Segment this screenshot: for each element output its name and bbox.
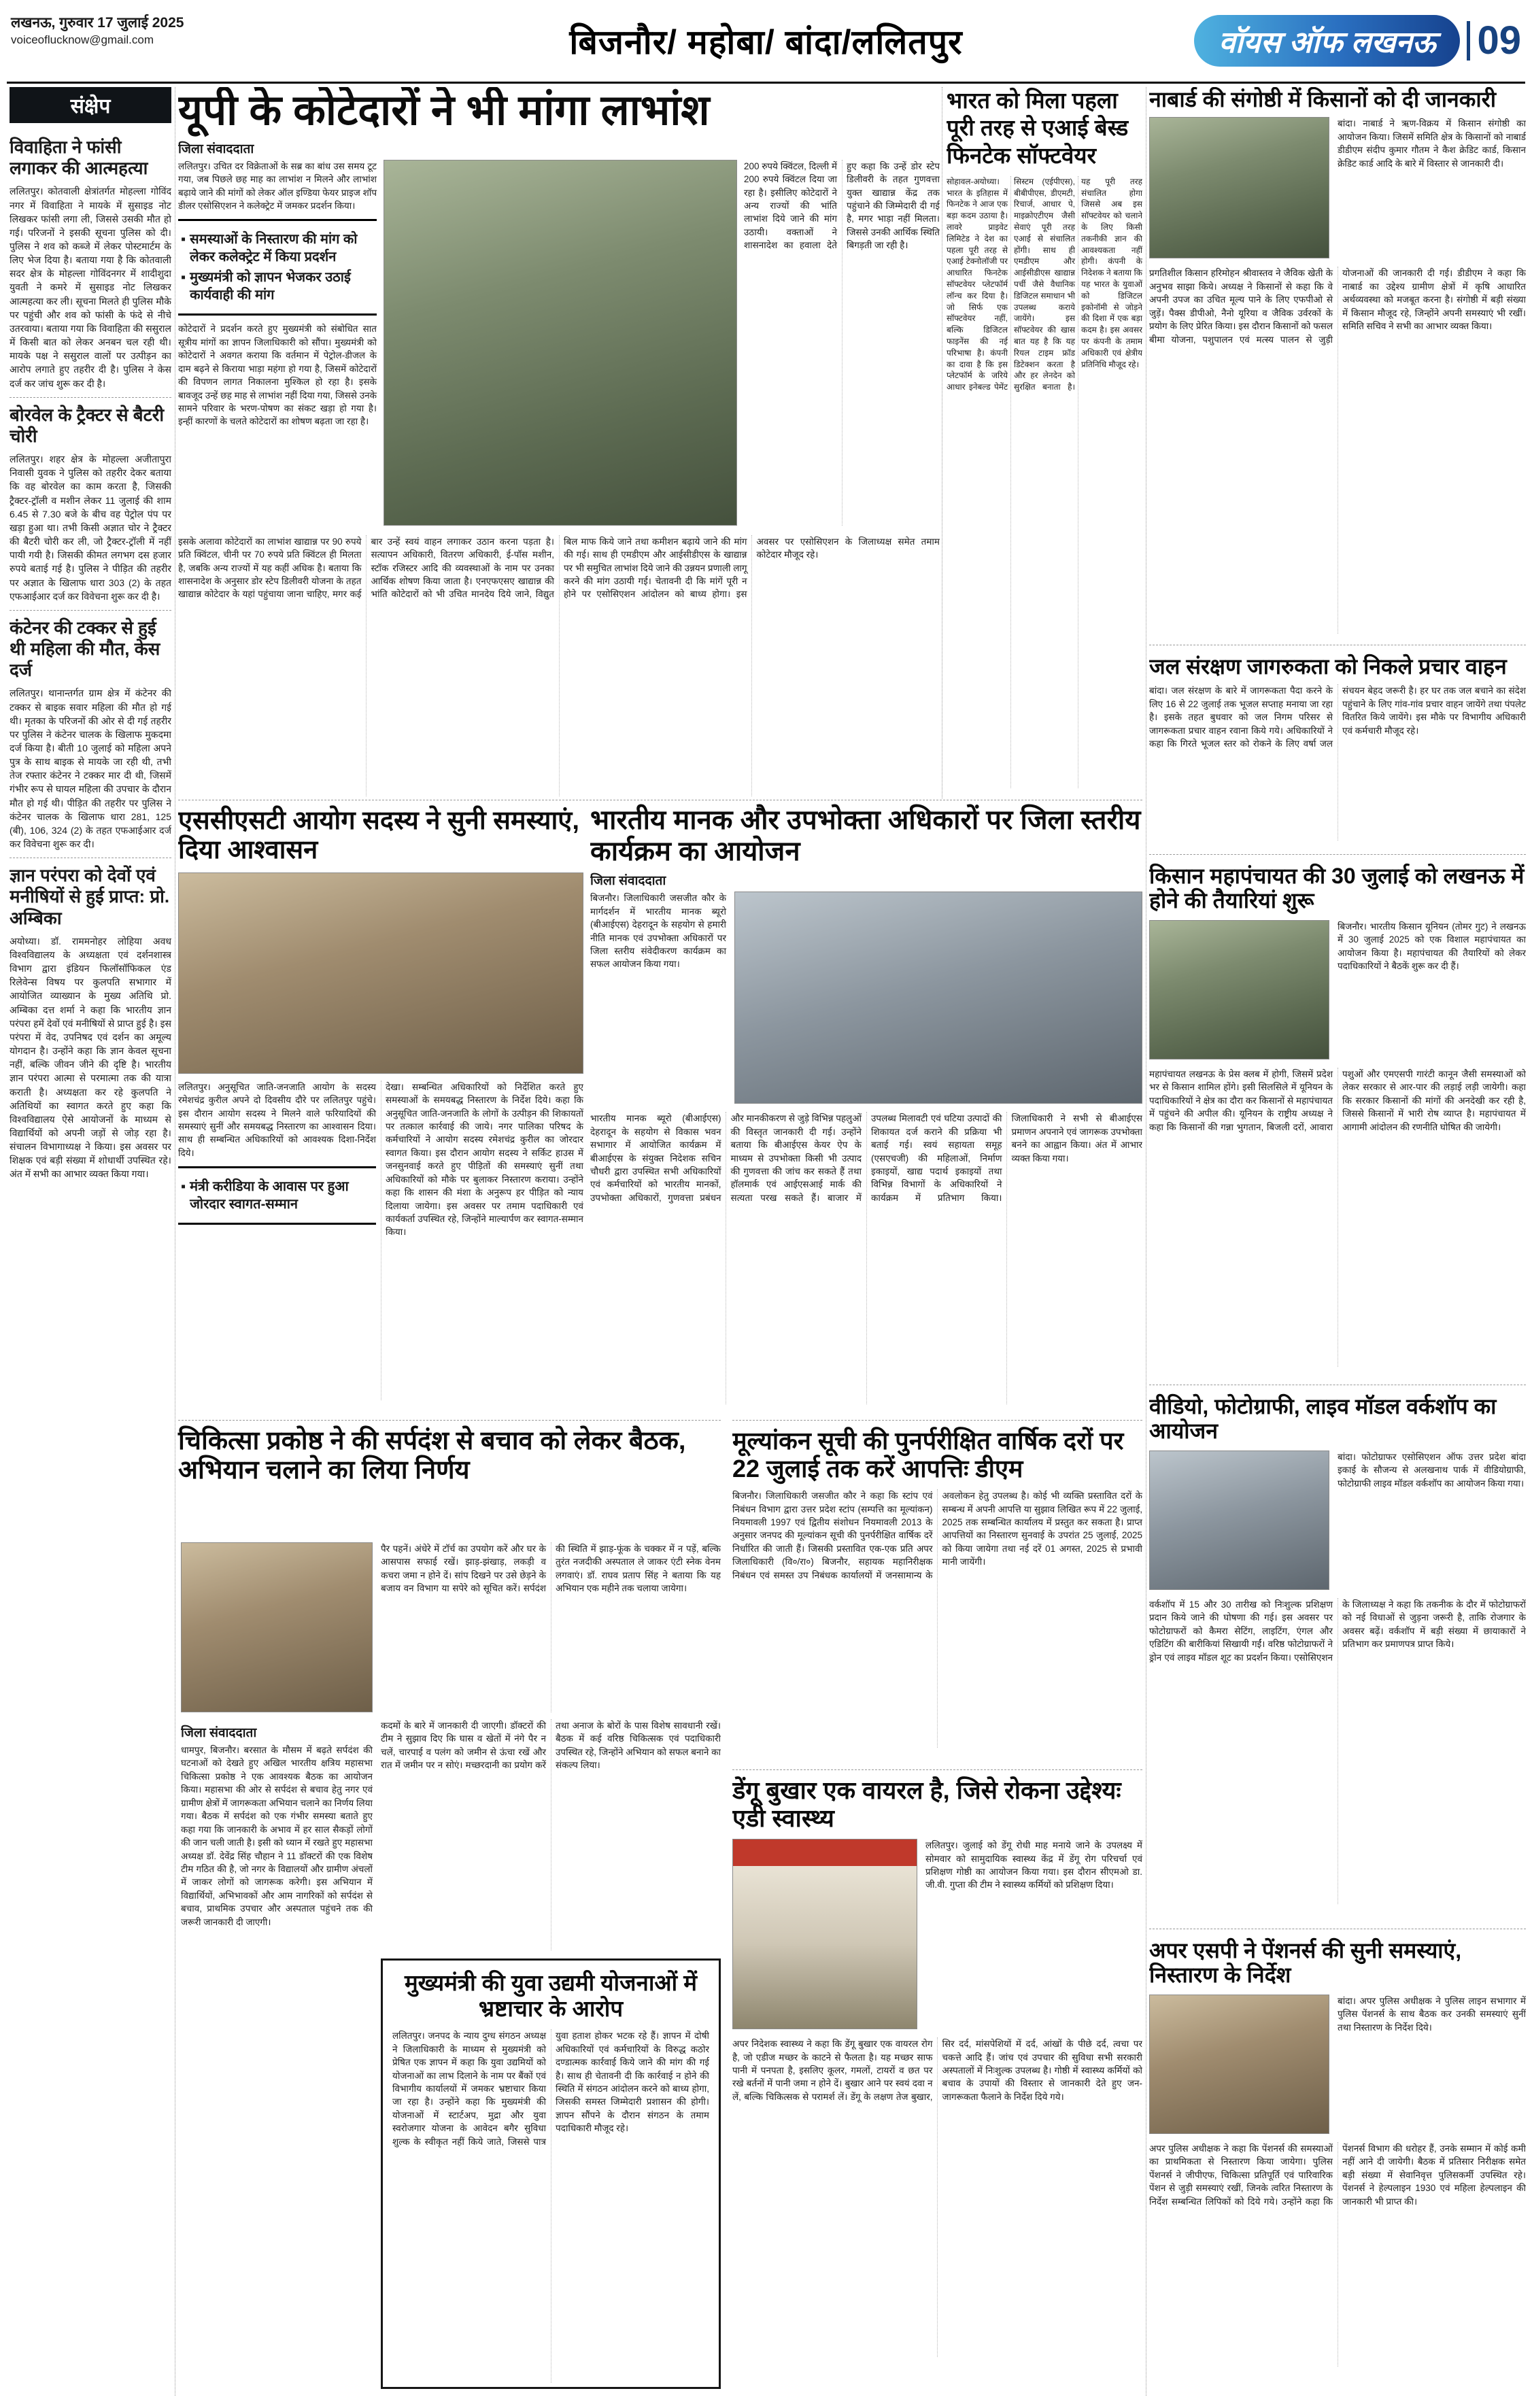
article-body: देखा। सम्बन्धित अधिकारियों को निर्देशित करते हुए समस्याओं के समयबद्ध निस्तारण के निर्देश दिये। कहा कि अनुसूचित जाति-जनजाति के लोगों के उत्पीड़न की शिकायतों पर तत्काल कार्रवाई की जाये। नगर पालिका परिषद के कर्मचारियों ने आयोग सदस्य रमेशचंद्र कुरील का जोरदार स्वागत किया। इस दौरान आयोग सदस्य ने सर्किट हाउस में जनसुनवाई करते हुए पीड़ितों की समस्याएं सुनीं तथा अधिकारियों को मौके पर बुलाकर निस्तारण कराया। उन्होंने कहा कि शासन की मंशा के अनुरूप हर पीड़ित को न्याय दिलाया जायेगा। इस अवसर पर तमाम पदाधिकारी एवं कार्यकर्ता उपस्थित रहे, जिन्होंने माल्यार्पण कर स्वागत-सम्मान किया।	[386, 1081, 583, 1238]
brief-headline: ज्ञान परंपरा को देवों एवं मनीषियों से हुई प्राप्त: प्रो. अम्बिका	[10, 865, 170, 928]
article-dengue	[732, 1776, 1142, 2389]
article-body: बांदा। जल संरक्षण के बारे में जागरूकता पैदा करने के लिए 16 से 22 जुलाई तक भूजल सप्ताह मनाया जा रहा है। इसके तहत बुधवार को जल निगम परिसर से जागरूकता प्रचार वाहन रवाना किये गये। अधिकारियों ने कहा कि गिरते भूजल स्तर को रोकने के लिए वर्षा जल संचयन बेहद जरूरी है। हर घर तक जल बचाने का संदेश पहुंचाने के लिए गांव-गांव प्रचार वाहन जायेंगे तथा पंपलेट वितरित किये जायेंगे। इस मौके पर विभागीय अधिकारी एवं कर्मचारी मौजूद रहे।	[1149, 685, 1526, 749]
article-top-row	[732, 1839, 1142, 2029]
article-body: महापंचायत लखनऊ के प्रेस क्लब में होगी, जिसमें प्रदेश भर से किसान शामिल होंगे। इसी सिलसिले में यूनियन के पदाधिकारियों ने क्षेत्र का दौरा कर किसानों से महापंचायत में पहुंचने की अपील की। यूनियन के राष्ट्रीय अध्यक्ष ने कहा कि किसानों की गन्ना भुगतान, बिजली दरों, आवारा पशुओं और एमएसपी गारंटी कानून जैसी समस्याओं को लेकर सरकार से आर-पार की लड़ाई लड़ी जायेगी। कहा कि सरकार किसानों की मांगों की अनदेखी कर रही है, जिससे किसानों में भारी रोष व्याप्त है। महापंचायत में आगामी आंदोलन की रणनीति घोषित की जायेगी।	[1149, 1068, 1526, 1132]
square-bullet-icon: ▪	[181, 270, 186, 286]
article-headline: भारत को मिला पहला पूरी तरह से एआई बेस्ड फिनटेक सॉफ्टवेयर	[947, 88, 1129, 168]
brief-item	[10, 858, 171, 1187]
article-headline: डेंगू बुखार एक वायरल है, जिसे रोकना उद्देश्यः एडी स्वास्थ्य	[732, 1776, 1121, 1833]
masthead-right	[1194, 15, 1521, 67]
square-bullet-icon: ▪	[181, 232, 186, 248]
article-chikitsa-right	[381, 1542, 721, 1712]
brief-headline: कंटेनर की टक्कर से हुई थी महिला की मौत, केस दर्ज	[10, 617, 160, 681]
sidebar-kicker: संक्षेप	[10, 87, 171, 123]
article-body: पैर पहनें। अंधेरे में टॉर्च का उपयोग करें और घर के आसपास सफाई रखें। झाड़-झंखाड़, लकड़ी व कचरा जमा न होने दें। सांप दिखने पर उसे छेड़ने के बजाय वन विभाग या सपेरे को सूचित करें। सर्पदंश की स्थिति में झाड़-फूंक के चक्कर में न पड़ें, बल्कि तुरंत नजदीकी अस्पताल ले जाकर एंटी स्नेक वेनम लगवाएं। डॉ. राघव प्रताप सिंह ने बताया कि यह अभियान एक महीने तक चलाया जायेगा।	[381, 1544, 721, 1594]
article-photo	[1149, 1451, 1329, 1590]
article-apar-sp	[1149, 1934, 1526, 2390]
article-mulyankan	[732, 1427, 1142, 1765]
article-kisan	[1149, 860, 1526, 1382]
article-headline: किसान महापंचायत की 30 जुलाई को लखनऊ में होने की तैयारियां शुरू	[1149, 864, 1525, 913]
article-headline: मुख्यमंत्री की युवा उद्यमी योजनाओं में भ्रष्टाचार के आरोप	[404, 1970, 698, 2021]
article-body: भारतीय मानक ब्यूरो (बीआईएस) देहरादून के सहयोग से विकास भवन सभागार में आयोजित कार्यक्रम में बीआईएस के संयुक्त निदेशक सचिन चौधरी द्वारा उपस्थित सभी अधिकारियों एवं कर्मचारियों को भारतीय मानकों, उपभोक्ता अधिकारों, गुणवत्ता प्रबंधन और मानकीकरण से जुड़े विभिन्न पहलुओं की विस्तृत जानकारी दी गई। उन्होंने बताया कि बीआईएस केयर ऐप के माध्यम से उपभोक्ता किसी भी उत्पाद की गुणवत्ता की जांच कर सकते हैं तथा हॉलमार्क एवं आईएसआई मार्क की सत्यता परख सकते हैं। बाजार में उपलब्ध मिलावटी एवं घटिया उत्पादों की शिकायत दर्ज कराने की प्रक्रिया भी बताई गई। स्वयं सहायता समूह (एसएचजी) की महिलाओं, निर्माण इकाइयों, खाद्य पदार्थ इकाइयों तथा विभिन्न विभागों के अधिकारियों ने कार्यक्रम में प्रतिभाग किया। जिलाधिकारी ने सभी से बीआईएस प्रमाणन अपनाने एवं जागरूक उपभोक्ता बनने का आह्वान किया। अंत में आभार व्यक्त किया गया।	[590, 1113, 1142, 1203]
article-headline: जल संरक्षण जागरुकता को निकले प्रचार वाहन	[1149, 654, 1507, 679]
section-divider	[732, 1420, 1142, 1421]
article-headline: भारतीय मानक और उपभोक्ता अधिकारों पर जिला स्तरीय कार्यक्रम का आयोजन	[590, 805, 1141, 866]
article-jal	[1149, 650, 1526, 851]
article-top-row	[178, 160, 940, 527]
article-body: कोटेदारों ने प्रदर्शन करते हुए मुख्यमंत्री को संबोधित सात सूत्रीय मांगों का ज्ञापन जिलाधिकारी को सौंपा। मुख्यमंत्री को कोटेदारों ने अवगत कराया कि वर्तमान में पेट्रोल-डीजल के दाम बढ़ने से किराया भाड़ा महंगा हो गया है, जिसमें कोटेदारों की विपणन लागत निकालना मुश्किल हो रहा है। इसके बावजूद उन्हें छह माह से लाभांश नहीं दिया गया, जिससे उनके सामने परिवार के भरण-पोषण का संकट खड़ा हो गया है। इन्हीं कारणों के चलते कोटेदारों का शोषण बढ़ता जा रहा है।	[178, 324, 377, 427]
section-divider	[732, 1769, 1142, 1770]
article-top-row	[1149, 1451, 1526, 1590]
region-line: बिजनौर/ महोबा/ बांदा/ललितपुर	[569, 23, 963, 61]
article-body: बिजनौर। जिलाधिकारी जसजीत कौर के मार्गदर्शन में भारतीय मानक ब्यूरो (बीआईएस) देहरादून के सहयोग से हमारी नीति मानक एवं उपभोक्ता अधिकारों पर जिला स्तरीय संवेदीकरण कार्यक्रम का सफल आयोजन किया गया।	[590, 893, 726, 970]
article-kotedar	[178, 87, 940, 797]
article-fintech	[947, 87, 1142, 797]
article-body: बांदा। नाबार्ड ने ऋण-विक्रय में किसान संगोष्ठी का आयोजन किया। जिसमें समिति क्षेत्र के किसानों को नाबार्ड डीडीएम संदीप कुमार गौतम ने कैश क्रेडिट कार्ड, किसान क्रेडिट कार्ड आदि के बारे में विस्तार से जानकारी दी।	[1338, 118, 1526, 169]
article-top-row	[590, 892, 1142, 1104]
brief-item	[10, 130, 171, 398]
article-body: इसके अलावा कोटेदारों का लाभांश खाद्यान्न पर 90 रुपये प्रति क्विंटल, चीनी पर 70 रुपये प्रति क्विंटल ही मिलता है, जबकि अन्य राज्यों में यह कहीं अधिक है। बताया कि शासनादेश के अनुसार डोर स्टेप डिलीवरी योजना के तहत खाद्यान्न कोटेदार के यहां पहुंचाया जाना चाहिए, मगर कई बार उन्हें स्वयं वाहन लगाकर उठान करना पड़ता है। सत्यापन अधिकारी, वितरण अधिकारी, ई-पॉस मशीन, स्टॉक रजिस्टर आदि की व्यवस्थाओं के नाम पर उनका आर्थिक शोषण किया जाता है। एनएफएसए खाद्यान्न की भांति कोटेदारों को भी उचित मानदेय दिये जाने, विद्युत बिल माफ किये जाने तथा कमीशन बढ़ाये जाने की मांग की गई। साथ ही एमडीएम और आईसीडीएस के खाद्यान्न पर भी समुचित लाभांश दिये जाने की उन्नयन प्रणाली लागू करने की मांग उठायी गई। चेतावनी दी कि मांगें पूरी न होने पर एसोसिएशन आंदोलन को बाध्य होगा। इस अवसर पर एसोसिएशन के जिलाध्यक्ष समेत तमाम कोटेदार मौजूद रहे।	[178, 536, 940, 600]
brief-body: ललितपुर। थानान्तर्गत ग्राम क्षेत्र में कंटेनर की टक्कर से बाइक सवार महिला की मौत हो गई थी। मृतका के परिजनों की ओर से दी गई तहरीर पर पुलिस ने कंटेनर चालक के खिलाफ मुकदमा दर्ज किया है। बीती 10 जुलाई को महिला अपने पुत्र के साथ बाइक से मायके जा रही थी, तभी तेज रफ्तार कंटेनर ने टक्कर मार दी थी, जिसमें गंभीर रूप से घायल महिला की उपचार के दौरान मौत हो गई थी। पीड़ित की तहरीर पर पुलिस ने कंटेनर चालक के खिलाफ धारा 281, 125 (बी), 106, 324 (2) के तहत एफआईआर दर्ज कर विवेचना शुरू कर दी।	[10, 688, 171, 850]
byline: जिला संवाददाता	[590, 874, 666, 889]
paper-name: वॉयस ऑफ लखनऊ	[1194, 15, 1460, 67]
article-headline: वीडियो, फोटोग्राफी, लाइव मॉडल वर्कशॉप का आयोजन	[1149, 1394, 1497, 1444]
article-body-columns	[178, 1081, 583, 1400]
article-body: ललितपुर। उचित दर विक्रेताओं के सब्र का बांध उस समय टूट गया, जब पिछले छह माह का लाभांश न मिलने और लाभांश बढ़ाये जाने की मांगों को लेकर ऑल इण्डिया फेयर प्राइज शॉप डीलर एसोसिएशन ने कलेक्ट्रेट में जमकर प्रदर्शन किया।	[178, 160, 377, 211]
article-top-row	[1149, 920, 1526, 1059]
article-chikitsa-left	[181, 1719, 373, 2389]
article-chikitsa-headline: चिकित्सा प्रकोष्ठ ने की सर्पदंश से बचाव को लेकर बैठक, अभियान चलाने का लिया निर्णय	[178, 1427, 686, 1485]
article-photo	[734, 892, 1142, 1104]
brief-item	[10, 611, 171, 858]
article-body: धामपुर, बिजनौर। बरसात के मौसम में बढ़ते सर्पदंश की घटनाओं को देखते हुए अखिल भारतीय क्षत्रिय महासभा चिकित्सा प्रकोष्ठ ने एक आवश्यक बैठक का आयोजन किया। महासभा की ओर से सर्पदंश से बचाव हेतु नगर एवं ग्रामीण क्षेत्रों में जागरूकता अभियान चलाने का निर्णय लिया गया। बैठक में सर्पदंश को एक गंभीर समस्या बताते हुए कहा गया कि जानकारी के अभाव में हर साल सैकड़ों लोगों की जान चली जाती है। इसी को ध्यान में रखते हुए महासभा अध्यक्ष डॉ. देवेंद्र सिंह चौहान ने 11 डॉक्टरों की एक विशेष टीम गठित की है, जो नगर के विद्यालयों और ग्रामीण अंचलों में जाकर लोगों को जागरूक करेगी। इस अभियान में विद्यार्थियों, अभिभावकों और आम नागरिकों को सर्पदंश से बचाव, प्राथमिक उपचार और अस्पताल पहुंचने तक की जरूरी जानकारी दी जाएगी।	[181, 1745, 373, 1927]
article-headline: नाबार्ड की संगोष्ठी में किसानों को दी जानकारी	[1149, 87, 1497, 112]
article-body: ललितपुर। जनपद के न्याय दुग्ध संगठन अध्यक्ष ने जिलाधिकारी के माध्यम से मुख्यमंत्री को प्रेषित एक ज्ञापन में कहा कि युवा उद्यमियों को योजनाओं का लाभ दिलाने के नाम पर बैंकों एवं विभागीय कार्यालयों में जमकर भ्रष्टाचार किया जा रहा है। उन्होंने कहा कि मुख्यमंत्री की योजनाओं में स्टार्टअप, मुद्रा और युवा स्वरोजगार योजना के आवेदन बगैर सुविधा शुल्क के स्वीकृत नहीं किये जाते, जिससे पात्र युवा हताश होकर भटक रहे हैं। ज्ञापन में दोषी अधिकारियों एवं कर्मचारियों के विरुद्ध कठोर दण्डात्मक कार्रवाई किये जाने की मांग की गई है। साथ ही चेतावनी दी कि कार्रवाई न होने की स्थिति में संगठन आंदोलन करने को बाध्य होगा, जिसकी समस्त जिम्मेदारी प्रशासन की होगी। ज्ञापन सौंपने के दौरान संगठन के तमाम पदाधिकारी मौजूद रहे।	[392, 2031, 709, 2147]
article-photo	[178, 872, 583, 1074]
brief-body: ललितपुर। शहर क्षेत्र के मोहल्ला अजीतापुरा निवासी युवक ने पुलिस को तहरीर देकर बताया कि वह बोरवेल का काम करता है, जिसकी ट्रैक्टर-ट्रॉली व मशीन लेकर 11 जुलाई की शाम 6.45 से 7.30 बजे के बीच वह पेट्रोल पंप पर खड़ा हुआ था। तभी किसी अज्ञात चोर ने ट्रैक्टर की बैटरी चोरी कर ली, जो ट्रैक्टर-ट्रॉली में नहीं पायी गयी है। जिसकी कीमत लगभग दस हजार रुपये बताई गई है। पुलिस ने पीड़ित की तहरीर पर अज्ञात के खिलाफ धारा 303 (2) के तहत एफआईआर दर्ज कर विवेचना शुरू कर दी है।	[10, 454, 171, 602]
article-left-column	[178, 160, 377, 527]
article-headline: एससीएसटी आयोग सदस्य ने सुनी समस्याएं, दिया आश्वासन	[178, 807, 579, 865]
article-body: ललितपुर। जुलाई को डेंगू रोधी माह मनाये जाने के उपलक्ष्य में सोमवार को सामुदायिक स्वास्थ्य केंद्र में डेंगू रोग परिचर्चा एवं प्रशिक्षण गोष्ठी का आयोजन किया गया। इस दौरान सीएमओ डा. जी.वी. गुप्ता की टीम ने स्वास्थ्य कर्मियों को प्रशिक्षण दिया।	[925, 1840, 1142, 1890]
date-line: लखनऊ, गुरुवार 17 जुलाई 2025	[11, 15, 184, 31]
masthead-rule	[7, 82, 1525, 84]
email-text: voiceoflucknow@gmail.com	[11, 33, 154, 47]
article-photo	[732, 1839, 917, 2029]
highlight-text-label: मंत्री करीडिया के आवास पर हुआ जोरदार स्वागत-सम्मान	[190, 1179, 349, 1213]
article-body: बांदा। फोटोग्राफर एसोसिएशन ऑफ उत्तर प्रदेश बांदा इकाई के सौजन्य से अलखनाथ पार्क में वीडियोग्राफी, फोटोग्राफी लाइव मॉडल वर्कशॉप का आयोजन किया गया।	[1338, 1451, 1526, 1489]
square-bullet-icon: ▪	[181, 1179, 186, 1195]
article-standards	[590, 804, 1142, 1416]
article-photo	[1149, 920, 1329, 1059]
byline: जिला संवाददाता	[181, 1726, 257, 1740]
article-scst	[178, 804, 583, 1416]
article-headline: मूल्यांकन सूची की पुनर्परीक्षित वार्षिक दरों पर 22 जुलाई तक करें आपत्तिः डीएम	[732, 1427, 1124, 1483]
masthead	[0, 0, 1532, 82]
brief-body: अयोध्या। डॉ. राममनोहर लोहिया अवध विश्वविद्यालय के अध्यक्षता एवं दर्शनशास्त्र विभाग द्वारा इंडियन फिलॉसॉफिकल एंड रिलेवेन्स विषय पर कुलपति सभागार में आयोजित व्याख्यान के मुख्य अतिथि प्रो. अम्बिका दत्त शर्मा ने कहा कि भारतीय ज्ञान परंपरा हमें देवों एवं मनीषियों से प्राप्त हुई है। इस परंपरा में वेद, उपनिषद एवं दर्शन का अमूल्य योगदान है। उन्होंने कहा कि ज्ञान केवल सूचना नहीं, बल्कि जीवन जीने की दृष्टि है। भारतीय ज्ञान परंपरा आत्मा से परमात्मा तक की यात्रा कराती है। अध्यक्षता कर रहे कुलपति ने अतिथियों का स्वागत करते हुए कहा कि विश्वविद्यालय ऐसे आयोजनों के माध्यम से विद्यार्थियों को अपनी जड़ों से जोड़ रहा है। संचालन विभागाध्यक्ष ने किया। इस अवसर पर शिक्षक एवं बड़ी संख्या में शोधार्थी उपस्थित रहे। अंत में सभी का आभार व्यक्त किया गया।	[10, 935, 171, 1180]
section-divider	[1149, 854, 1526, 855]
highlight-points-box	[178, 219, 377, 316]
article-body: 200 रुपये क्विंटल, दिल्ली में 200 रुपये क्विंटल दिया जा रहा है। इसीलिए कोटेदारों ने अन्य राज्यों की भांति लाभांश दिये जाने की मांग उठायी। वक्ताओं ने शासनादेश का हवाला देते हुए कहा कि उन्हें डोर स्टेप डिलीवरी के तहत गुणवत्ता युक्त खाद्यान्न केंद्र तक पहुंचाने की जिम्मेदारी दी गई है, मगर भाड़ा नहीं मिलता। जिससे उनकी आर्थिक स्थिति बिगड़ती जा रही है।	[744, 160, 940, 251]
article-headline: यूपी के कोटेदारों ने भी मांगा लाभांश	[178, 87, 710, 134]
article-body: बिजनौर। जिलाधिकारी जसजीत कौर ने कहा कि स्टांप एवं निबंधन विभाग द्वारा उत्तर प्रदेश स्टांप (सम्पत्ति का मूल्यांकन) नियमावली 1997 एवं द्वितीय संशोधन नियमावली 2013 के अनुसार जनपद की मूल्यांकन सूची की पुनर्परीक्षित वार्षिक दरें निर्धारित की जाती हैं। जिसकी प्रस्तावित एक-एक प्रति अपर जिलाधिकारी (वि०/रा०) बिजनौर, सहायक महानिरीक्षक निबंधन एवं समस्त उप निबंधक कार्यालयों में जनसामान्य के अवलोकन हेतु उपलब्ध है। कोई भी व्यक्ति प्रस्तावित दरों के सम्बन्ध में अपनी आपत्ति या सुझाव लिखित रूप में 22 जुलाई, 2025 तक सम्बन्धित कार्यालय में प्रस्तुत कर सकता है। प्राप्त आपत्तियों का निस्तारण सुनवाई के उपरांत 25 जुलाई, 2025 को किया जायेगा तथा नई दरें 01 अगस्त, 2025 से प्रभावी मानी जायेंगी।	[732, 1491, 1142, 1580]
article-photo	[384, 160, 737, 526]
highlight-point-text: मुख्यमंत्री को ज्ञापन भेजकर उठाई कार्यवाही की मांग	[190, 270, 351, 303]
brief-headline: विवाहिता ने फांसी लगाकर की आत्महत्या	[10, 137, 148, 179]
article-cm-box	[381, 1958, 721, 2389]
page-number: 09	[1467, 21, 1521, 61]
article-video	[1149, 1390, 1526, 1926]
highlight-point	[181, 231, 374, 266]
article-body: सोहावल-अयोध्या। भारत के इतिहास में फिनटेक ने आज एक बड़ा कदम उठाया है। लावरे प्राइवेट लिमिटेड ने देश का पहला पूरी तरह से एआई टेक्नोलॉजी पर आधारित फिनटेक सॉफ्टवेयर प्लेटफॉर्म लॉन्च कर दिया है। जो सिर्फ एक सॉफ्टवेयर नहीं, बल्कि डिजिटल फाइनेंस की नई परिभाषा है। कंपनी का दावा है कि इस प्लेटफॉर्म के जरिये आधार इनेबल्ड पेमेंट सिस्टम (एईपीएस), बीबीपीएस, डीएमटी, रिचार्ज, आधार पे, माइक्रोएटीएम जैसी सेवाएं पूरी तरह एआई से संचालित होंगी। साथ ही एमडीएम और आईसीडीएस खाद्यान्न पर्ची जैसे वैधानिक डिजिटल समाधान भी उपलब्ध कराये जायेंगे। इस सॉफ्टवेयर की खास बात यह है कि यह रियल टाइम फ्रॉड डिटेक्शन करता है और हर लेनदेन को सुरक्षित बनाता है। यह पूरी तरह संचालित होगा जिससे अब इस सॉफ्टवेयर को चलाने के लिए किसी तकनीकी ज्ञान की आवश्यकता नहीं होगी। कंपनी के निदेशक ने बताया कि यह भारत के युवाओं को डिजिटल इकोनॉमी से जोड़ने की दिशा में एक बड़ा कदम है। इस अवसर पर कंपनी के तमाम अधिकारी एवं क्षेत्रीय प्रतिनिधि मौजूद रहे।	[947, 176, 1142, 392]
article-body: बांदा। अपर पुलिस अधीक्षक ने पुलिस लाइन सभागार में पुलिस पेंशनर्स के साथ बैठक कर उनकी समस्याएं सुनीं तथा निस्तारण के निर्देश दिये।	[1338, 1995, 1526, 2033]
brief-headline: बोरवेल के ट्रैक्टर से बैटरी चोरी	[10, 404, 165, 446]
article-top-row	[1149, 1995, 1526, 2134]
byline: जिला संवाददाता	[178, 141, 254, 156]
article-top-row	[1149, 117, 1526, 258]
section-divider	[178, 1420, 721, 1421]
article-body: अपर पुलिस अधीक्षक ने कहा कि पेंशनर्स की समस्याओं का प्राथमिकता से निस्तारण किया जायेगा। पुलिस पेंशनर्स ने जीपीएफ, चिकित्सा प्रतिपूर्ति एवं पारिवारिक पेंशन से जुड़ी समस्याएं रखीं, जिनके त्वरित निस्तारण के निर्देश सम्बन्धित लिपिकों को दिये गये। उन्होंने कहा कि पेंशनर्स विभाग की धरोहर हैं, उनके सम्मान में कोई कमी नहीं आने दी जायेगी। बैठक में प्रतिसार निरीक्षक समेत बड़ी संख्या में सेवानिवृत्त पुलिसकर्मी उपस्थित रहे। पेंशनर्स ने हेल्पलाइन 1930 एवं महिला हेल्पलाइन की जानकारी भी प्राप्त की।	[1149, 2143, 1526, 2207]
article-photo	[1149, 1995, 1329, 2134]
highlight-point	[181, 269, 374, 304]
brief-item	[10, 398, 171, 611]
highlight-point-text: समस्याओं के निस्तारण की मांग को लेकर कलेक्ट्रेट में किया प्रदर्शन	[190, 232, 358, 265]
article-chikitsa-mid	[381, 1719, 721, 1950]
highlight-text	[181, 1178, 373, 1213]
article-body: अपर निदेशक स्वास्थ्य ने कहा कि डेंगू बुखार एक वायरल रोग है, जो एडीज मच्छर के काटने से फैलता है। यह मच्छर साफ पानी में पनपता है, इसलिए कूलर, गमलों, टायरों व छत पर रखे बर्तनों में पानी जमा न होने दें। बुखार आने पर स्वयं दवा न लें, बल्कि चिकित्सक से परामर्श लें। डेंगू के लक्षण तेज बुखार, सिर दर्द, मांसपेशियों में दर्द, आंखों के पीछे दर्द, त्वचा पर चकत्ते आदि हैं। जांच एवं उपचार की सुविधा सभी सरकारी अस्पतालों में निःशुल्क उपलब्ध है। गोष्ठी में स्वास्थ्य कर्मियों को बचाव के उपायों की विस्तार से जानकारी देते हुए जन-जागरूकता फैलाने के निर्देश दिये गये।	[732, 2039, 1142, 2102]
article-headline: अपर एसपी ने पेंशनर्स की सुनी समस्याएं, निस्तारण के निर्देश	[1149, 1938, 1462, 1988]
article-body: कदमों के बारे में जानकारी दी जाएगी। डॉक्टरों की टीम ने सुझाव दिए कि घास व खेतों में नंगे पैर न चलें, चारपाई व पलंग को जमीन से ऊंचा रखें और रात में जमीन पर न सोएं। मच्छरदानी का प्रयोग करें तथा अनाज के बोरों के पास विशेष सावधानी रखें। बैठक में कई वरिष्ठ चिकित्सक एवं पदाधिकारी उपस्थित रहे, जिन्होंने अभियान को सफल बनाने का संकल्प लिया।	[381, 1720, 721, 1771]
article-body: बिजनौर। भारतीय किसान यूनियन (तोमर गुट) ने लखनऊ में 30 जुलाई 2025 को एक विशाल महापंचायत का आयोजन किया है। महापंचायत की तैयारियों को लेकर पदाधिकारियों ने बैठकें शुरू कर दी हैं।	[1338, 921, 1526, 972]
brief-body: ललितपुर। कोतवाली क्षेत्रांतर्गत मोहल्ला गोविंद नगर में विवाहिता ने मायके में सुसाइड नोट लिखकर फांसी लगा ली, जिससे उसकी मौत हो गई। परिजनों ने इसकी सूचना पुलिस को दी। पुलिस ने शव को कब्जे में लेकर पोस्टमार्टम के लिए भेज दिया है। बताया गया है कि कोतवाली सदर क्षेत्र के मोहल्ला गोविंदनगर में शादीशुदा युवती ने कमरे में सुसाइड नोट लिखकर आत्महत्या कर ली। सूचना मिलते ही पुलिस मौके पर पहुंची और शव को फांसी के फंदे से नीचे उतरवाया। बताया गया कि विवाहिता की ससुराल में किसी बात को लेकर अनबन चल रही थी। मायके पक्ष ने ससुराल वालों पर उत्पीड़न का आरोप लगाते हुए तहरीर दी है। पुलिस ने केस दर्ज कर जांच शुरू कर दी है।	[10, 186, 171, 389]
article-body: वर्कशॉप में 15 और 30 तारीख को निःशुल्क प्रशिक्षण प्रदान किये जाने की घोषणा की गई। इस अवसर पर फोटोग्राफरों को कैमरा सेटिंग, लाइटिंग, एंगल और एडिटिंग की बारीकियां सिखायी गईं। वरिष्ठ फोटोग्राफरों ने ड्रोन एवं लाइव मॉडल शूट का प्रदर्शन किया। एसोसिएशन के जिलाध्यक्ष ने कहा कि तकनीक के दौर में फोटोग्राफरों को नई विधाओं से जुड़ना जरूरी है, ताकि रोजगार के अवसर बढ़ें। वर्कशॉप में बड़ी संख्या में छायाकारों ने प्रतिभाग कर प्रमाणपत्र प्राप्त किये।	[1149, 1599, 1526, 1663]
article-photo	[1149, 117, 1329, 258]
highlight-box	[178, 1166, 376, 1225]
article-body: ललितपुर। अनुसूचित जाति-जनजाति आयोग के सदस्य रमेशचंद्र कुरील अपने दो दिवसीय दौरे पर ललितपुर पहुंचे। इस दौरान आयोग सदस्य ने मिलने वाले फरियादियों की समस्याएं सुनीं और समयबद्ध निस्तारण का आश्वासन दिया। साथ ही सम्बन्धित अधिकारियों को आवश्यक दिशा-निर्देश दिये।	[178, 1081, 376, 1158]
article-photo	[181, 1542, 373, 1712]
article-nabard	[1149, 87, 1526, 642]
briefs-sidebar	[10, 87, 171, 2399]
article-body: प्रगतिशील किसान हरिमोहन श्रीवास्तव ने जैविक खेती के अनुभव साझा किये। अध्यक्ष ने किसानों से कहा कि वे अपनी उपज का उचित मूल्य पाने के लिए एफपीओ से जुड़ें। पैक्स डीपीओ, नैनो यूरिया व जैविक उर्वरकों के प्रयोग के लिए प्रेरित किया। इस दौरान किसानों को फसल बीमा योजना, पशुपालन एवं मत्स्य पालन से जुड़ी योजनाओं की जानकारी दी गई। डीडीएम ने कहा कि नाबार्ड का उद्देश्य ग्रामीण क्षेत्रों में कृषि आधारित अर्थव्यवस्था को मजबूत करना है। संगोष्ठी में बड़ी संख्या में किसान मौजूद रहे, जिन्होंने अपनी समस्याएं भी रखीं। समिति सचिव ने सभी का आभार व्यक्त किया।	[1149, 268, 1526, 345]
